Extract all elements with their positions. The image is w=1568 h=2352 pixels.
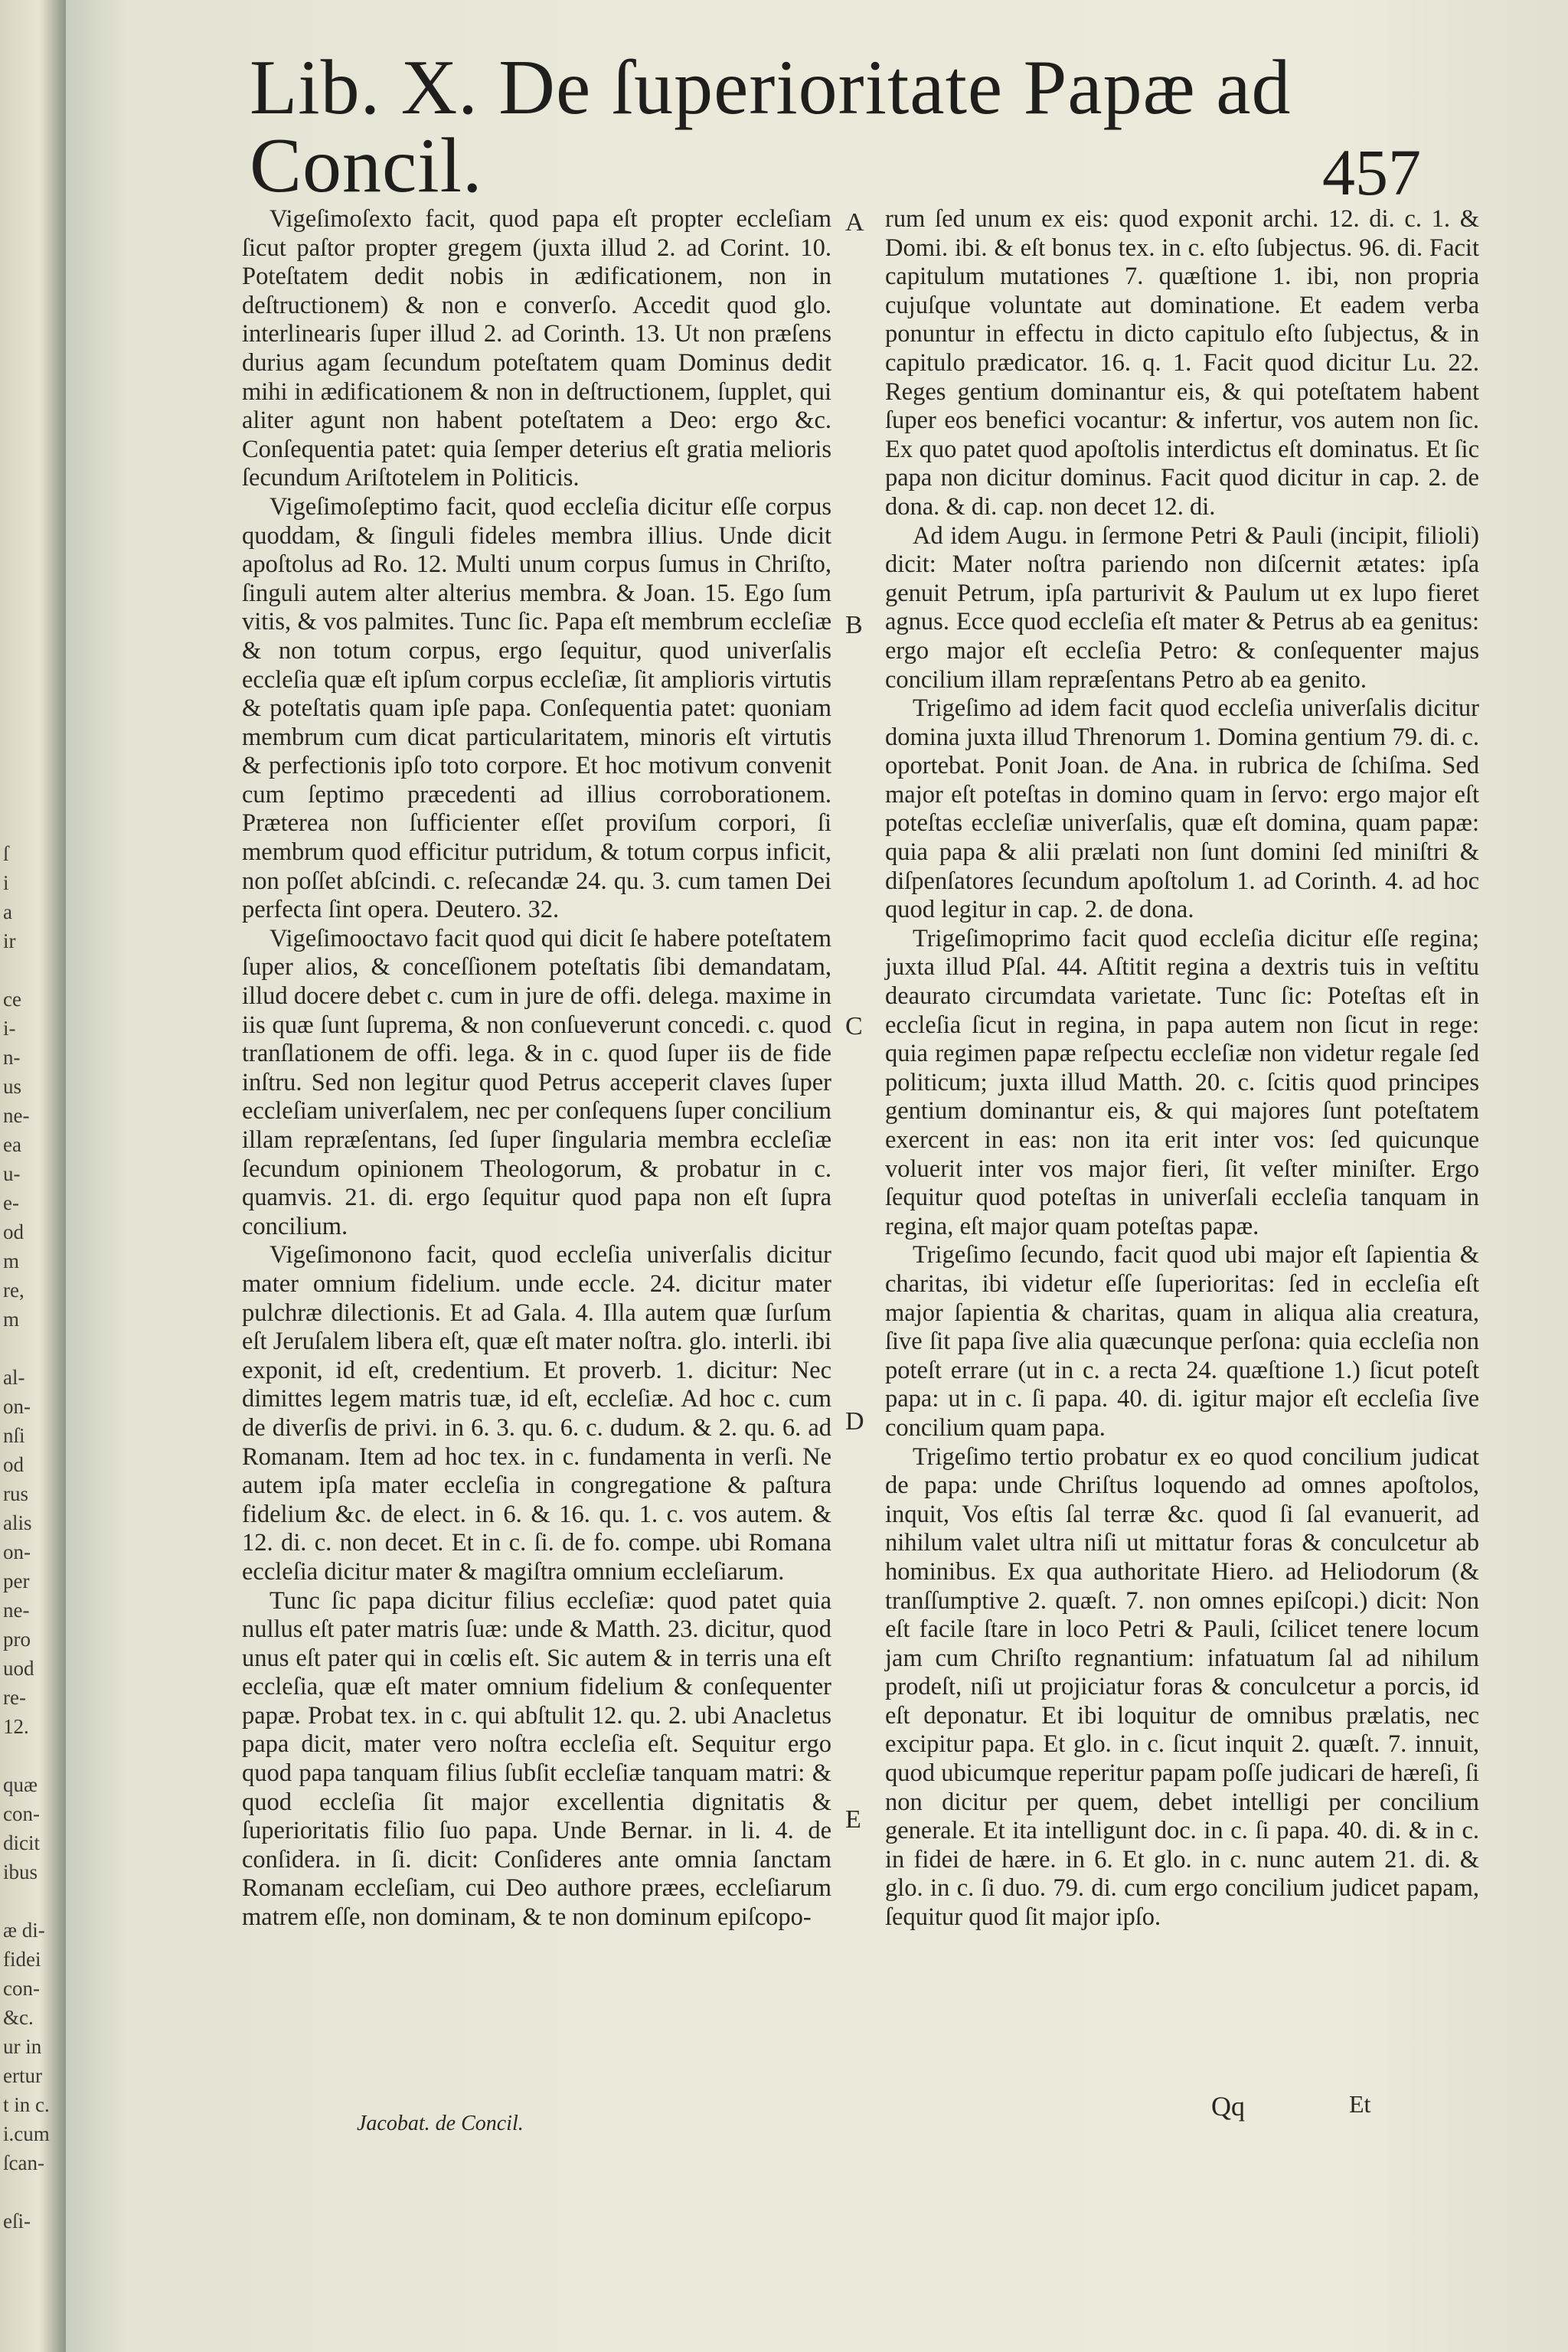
edge-text-fragment: fidei <box>3 1948 41 1971</box>
margin-letter-e: E <box>845 1805 861 1834</box>
edge-text-fragment: od <box>3 1220 24 1243</box>
edge-text-fragment: e- <box>3 1191 19 1214</box>
paragraph: Vigeſimoſexto facit, quod papa eſt propter eccleſiam ſicut paſtor propter gregem (juxta illud 2. ad Corint. 10. Poteſtatem dedit nobis in ædificationem, non in deſtructionem) & non e converſo. Accedit quod glo. interlinearis ſuper illud 2. ad Corinth. 13. Ut non præſens durius agam ſecundum poteſtatem quam Dominus dedit mihi in ædificationem & non in deſtructionem, ſupplet, qui aliter agunt non habent poteſtatem a Deo: ergo &c. Conſequentia patet: quia ſemper deterius eſt gratia melioris ſecundum Ariſtotelem in Politicis. <box>242 205 831 492</box>
paragraph: Vigeſimonono facit, quod eccleſia univerſalis dicitur mater omnium fidelium. unde eccle. 24. dicitur mater pulchræ dilectionis. Et ad Gala. 4. Illa autem quæ ſurſum eſt Jeruſalem libera eſt, quæ eſt mater noſtra. glo. interli. ibi exponit, id eſt, credentium. Et proverb. 1. dicitur: Nec dimittes legem matris tuæ, id eſt, eccleſiæ. Ad hoc c. cum de diverſis de privi. in 6. 3. qu. 6. c. dudum. & 2. qu. 6. ad Romanam. Item ad hoc tex. in c. fundamenta in verſi. Ne autem ipſa mater eccleſia in congregatione & paſtura fidelium &c. de elect. in 6. & 16. qu. 1. c. vos autem. & 12. di. c. non decet. Et in c. ſi. de fo. compe. ubi Romana eccleſia dicitur mater & magiſtra omnium eccleſiarum. <box>242 1241 831 1586</box>
edge-text-fragment: t in c. <box>3 2093 50 2116</box>
page-title: Lib. X. De ſuperioritate Papæ ad Concil. <box>250 44 1292 209</box>
edge-text-fragment: ce <box>3 988 21 1011</box>
edge-text-fragment: æ di- <box>3 1919 45 1942</box>
paragraph: Tunc ſic papa dicitur filius eccleſiæ: quod patet quia nullus eſt pater matris ſuæ: unde & Matth. 23. dicitur, quod unus eſt pater qui in cœlis eſt. Sic autem & in terris una eſt eccleſia, quæ eſt mater omnium fidelium & conſequenter papæ. Probat tex. in c. qui abſtulit 12. qu. 2. ubi Anacletus papa dicit, mater vero noſtra eccleſia eſt. Sequitur ergo quod papa tanquam filius ſubſit eccleſiæ tanquam matri: & quod eccleſia ſit major excellentia dignitatis & ſuperioritatis filio ſuo papa. Unde Bernar. in li. 4. de conſidera. in ſi. dicit: Conſideres ante omnia ſanctam Romanam eccleſiam, cui Deo authore præes, eccleſiarum matrem eſſe, non dominam, & te non dominum epiſcopo- <box>242 1586 831 1932</box>
signature-mark: Qq <box>1211 2091 1245 2122</box>
edge-text-fragment: con- <box>3 1977 40 2000</box>
left-page-edge <box>0 0 66 2352</box>
edge-text-fragment: re- <box>3 1686 26 1709</box>
paragraph: Trigeſimo ad idem facit quod eccleſia univerſalis dicitur domina juxta illud Threnorum 1. Domina gentium 79. di. c. oportebat. Ponit Joan. de Ana. in rubrica de ſchiſma. Sed major eſt poteſtas in domino quam in ſervo: ergo major eſt poteſtas eccleſiæ univerſalis, quæ eſt domina, quam papæ: quia papa & alii prælati non ſunt domini ſed miniſtri & diſpenſatores ſecundum apoſtolum 1. ad Corinth. 4. ad hoc quod legitur in cap. 2. de dona. <box>885 694 1479 924</box>
left-column <box>242 205 831 1932</box>
edge-text-fragment: ea <box>3 1133 21 1156</box>
right-column <box>885 205 1479 1932</box>
edge-text-fragment: ur in <box>3 2035 42 2058</box>
margin-letter-b: B <box>845 611 863 639</box>
paragraph: Trigeſimo ſecundo, facit quod ubi major eſt ſapientia & charitas, ibi videtur eſſe ſuperioritas: ſed in eccleſia eſt major ſapientia & charitas, quam in aliqua alia creatura, ſive ſit papa ſive alia quæcunque perſona: quia eccleſia non poteſt errare (ut in c. a recta 24. quæſtione 1.) ſicut poteſt papa: ut in c. ſi papa. 40. di. igitur major eſt eccleſia ſive concilium quam papa. <box>885 1241 1479 1442</box>
edge-text-fragment: on- <box>3 1395 31 1418</box>
edge-text-fragment: ſ <box>3 842 9 865</box>
edge-text-fragment: ibus <box>3 1860 38 1883</box>
paragraph: Trigeſimo tertio probatur ex eo quod concilium judicat de papa: unde Chriſtus loquendo ad omnes apoſtolos, inquit, Vos eſtis ſal terræ &c. quod ſi ſal evanuerit, ad nihilum valet ultra niſi ut mittatur foras & conculcetur ab hominibus. Ex qua authoritate Hiero. ad Heliodorum (& tranſſumptive 2. quæſt. 7. non omnes epiſcopi.) dicit: Non eſt facile ſtare in loco Petri & Pauli, ſcilicet tenere locum jam cum Chriſto regnantium: infatuatum ſal ad nihilum prodeſt, niſi ut projiciatur foras & conculcetur a porcis, id eſt deponatur. Et ibi loquitur de omnibus prælatis, nec excipitur papa. Et glo. in c. ſicut inquit 2. quæſt. 7. innuit, quod ubicumque reperitur papam poſſe judicari de hæreſi, ſi non dicitur per quem, debet intelligi per concilium generale. Et ita intelligunt doc. in c. ſi papa. 40. di. & in c. in fidei de hære. in 6. Et glo. in c. nunc autem 21. di. & glo. in c. ſi duo. 79. di. cum ergo concilium judicet papam, ſequitur quod ſit major ipſo. <box>885 1442 1479 1932</box>
running-header <box>250 44 1421 209</box>
edge-text-fragment: &c. <box>3 2006 34 2029</box>
edge-text-fragment: per <box>3 1570 30 1592</box>
edge-text-fragment: ne- <box>3 1599 30 1622</box>
margin-letter-d: D <box>845 1407 864 1436</box>
edge-text-fragment: nſi <box>3 1424 25 1447</box>
edge-text-fragment: ertur <box>3 2064 42 2087</box>
edge-text-fragment: dicit <box>3 1831 40 1854</box>
edge-text-fragment: a <box>3 900 12 923</box>
edge-text-fragment: ir <box>3 929 16 952</box>
page <box>66 0 1568 2352</box>
edge-text-fragment: m <box>3 1250 20 1272</box>
paragraph: rum ſed unum ex eis: quod exponit archi. 12. di. c. 1. & Domi. ibi. & eſt bonus tex. in c. eſto ſubjectus. 96. di. Facit capitulum mutationes 7. quæſtione 1. ibi, non propria cujuſque voluntate aut dominatione. Et eadem verba ponuntur in effectu in dicto capitulo eſto ſubjectus, & in capitulo prædicator. 16. q. 1. Facit quod dicitur Lu. 22. Reges gentium dominantur eis, & qui poteſtatem habent ſuper eos benefici vocantur: & infertur, vos autem non ſic. Ex quo patet quod apoſtolis interdictus eſt dominatus. Et ſic papa non dicitur dominus. Facit quod dicitur in cap. 2. de dona. & di. cap. non decet 12. di. <box>885 205 1479 521</box>
edge-text-fragment: al- <box>3 1366 25 1389</box>
edge-text-fragment: od <box>3 1453 24 1476</box>
margin-letter-a: A <box>845 208 864 237</box>
edge-text-fragment: u- <box>3 1162 21 1185</box>
edge-text-fragment: pro <box>3 1628 31 1651</box>
margin-letter-c: C <box>845 1012 863 1040</box>
paragraph: Ad idem Augu. in ſermone Petri & Pauli (incipit, filioli) dicit: Mater noſtra pariendo non diſcernit ætates: ipſa genuit Petrum, ipſa parturivit & Paulum ut ex lupo fieret agnus. Ecce quod eccleſia eſt mater & Petrus ab ea genitus: ergo major eſt eccleſia Petro: & conſequenter majus concilium illam repræſentans Petro ab ea genito. <box>885 521 1479 694</box>
edge-text-fragment: us <box>3 1075 22 1098</box>
catchword-right: Et <box>1349 2090 1371 2118</box>
edge-text-fragment: i- <box>3 1017 16 1040</box>
edge-text-fragment: m <box>3 1308 20 1331</box>
edge-text-fragment: 12. <box>3 1715 29 1738</box>
paragraph: Trigeſimoprimo facit quod eccleſia dicitur eſſe regina; juxta illud Pſal. 44. Aſtitit regina a dextris tuis in veſtitu deaurato circumdata varietate. Tunc ſic: Poteſtas eſt in eccleſia ſicut in regina, in papa autem non ſicut in rege: quia regimen papæ reſpectu eccleſiæ non videtur regale ſed politicum; juxta illud Matth. 20. c. ſcitis quod principes gentium dominantur eis, & qui majores ſunt poteſtatem exercent in eas: non ita erit inter vos: ſed quicunque voluerit inter vos major fieri, ſit veſter miniſter. Ergo ſequitur quod poteſtas in univerſali eccleſia tanquam in regina, eſt major quam poteſtas papæ. <box>885 924 1479 1240</box>
page-number: 457 <box>1322 136 1421 209</box>
edge-text-fragment: eſi- <box>3 2210 31 2233</box>
edge-text-fragment: i <box>3 871 9 894</box>
edge-text-fragment: i.cum <box>3 2122 50 2145</box>
edge-text-fragment: uod <box>3 1657 34 1680</box>
edge-text-fragment: on- <box>3 1540 31 1563</box>
edge-text-fragment: con- <box>3 1802 40 1825</box>
edge-text-fragment: ſcan- <box>3 2151 44 2174</box>
paragraph: Vigeſimoſeptimo facit, quod eccleſia dicitur eſſe corpus quoddam, & ſinguli fideles membra illius. Unde dicit apoſtolus ad Ro. 12. Multi unum corpus ſumus in Chriſto, ſinguli autem alter alterius membra. & Joan. 15. Ego ſum vitis, & vos palmites. Tunc ſic. Papa eſt membrum eccleſiæ & non totum corpus, ergo ſequitur, quod univerſalis eccleſia quæ eſt ipſum corpus eccleſiæ, ſit amplioris virtutis & poteſtatis quam ipſe papa. Conſequentia patet: quoniam membrum cum dicat particularitatem, minoris eſt virtutis & perfectionis ipſo toto corpore. Et hoc motivum convenit cum ſeptimo præcedenti ad illius corroborationem. Præterea non ſufficienter eſſet proviſum corpori, ſi membrum quod efficitur putridum, & totum corpus inficit, non poſſet abſcindi. c. reſecandæ 24. qu. 3. cum tamen Dei perfecta ſint opera. Deutero. 32. <box>242 492 831 924</box>
paragraph: Vigeſimooctavo facit quod qui dicit ſe habere poteſtatem ſuper alios, & conceſſionem poteſtatis ſibi demandatam, illud docere debet c. cum in jure de offi. delega. maxime in iis quæ ſunt ſuprema, & non conſueverunt concedi. c. quod tranſlationem de offi. lega. & in c. quod ſuper iis de fide inſtru. Sed non legitur quod Petrus acceperit claves ſuper eccleſiam univerſalem, nec per conſequens ſuper concilium illam repræſentans, ſed ſuper ſingularia membra eccleſiæ ſecundum opinionem Theologorum, & probatur in c. quamvis. 21. di. ergo ſequitur quod papa non eſt ſupra concilium. <box>242 924 831 1240</box>
edge-text-fragment: n- <box>3 1046 21 1069</box>
catchword-left: Jacobat. de Concil. <box>357 2112 524 2135</box>
edge-text-fragment: alis <box>3 1511 32 1534</box>
edge-text-fragment: re, <box>3 1279 24 1302</box>
edge-text-fragment: quæ <box>3 1773 38 1796</box>
edge-text-fragment: rus <box>3 1482 28 1505</box>
edge-text-fragment: ne- <box>3 1104 30 1127</box>
